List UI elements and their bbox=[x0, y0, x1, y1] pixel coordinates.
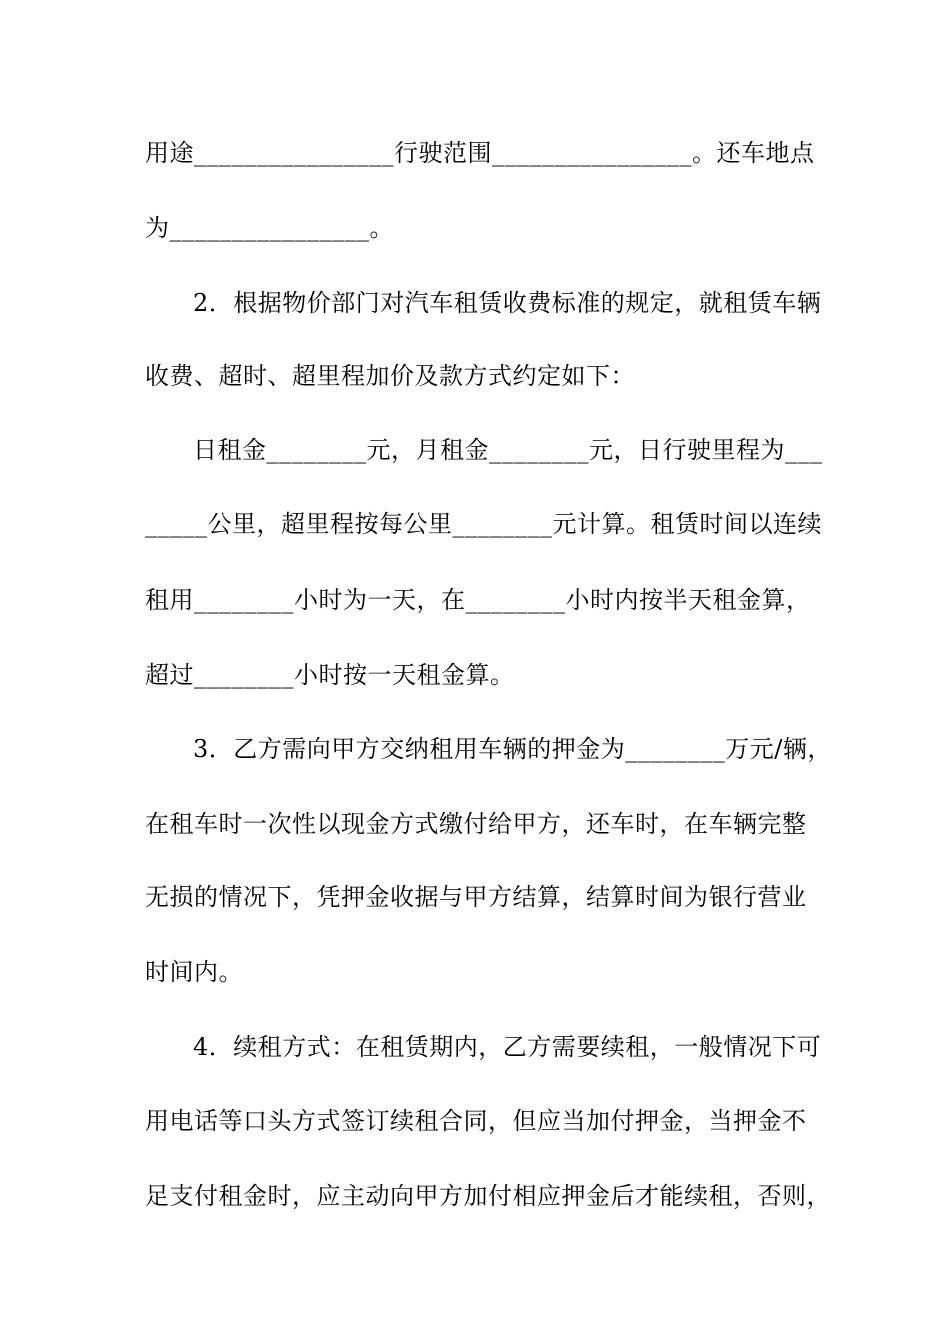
text-line: 租用________小时为一天，在________小时内按半天租金算， bbox=[145, 586, 811, 614]
text-line: 用电话等口头方式签订续租合同，但应当加付押金，当押金不 bbox=[145, 1107, 807, 1135]
text-line: 在租车时一次性以现金方式缴付给甲方，还车时，在车辆完整 bbox=[145, 810, 807, 838]
text-line: 无损的情况下，凭押金收据与甲方结算，结算时间为银行营业 bbox=[145, 883, 807, 911]
text-line: 超过________小时按一天租金算。 bbox=[145, 661, 515, 689]
text-line: 用途________________行驶范围________________。还车地点 bbox=[145, 139, 815, 167]
text-line: _____公里，超里程按每公里________元计算。租赁时间以连续 bbox=[145, 510, 822, 538]
clause-4-line: 4．续租方式：在租赁期内，乙方需要续租，一般情况下可 bbox=[193, 1033, 822, 1061]
text-line: 收费、超时、超里程加价及款方式约定如下： bbox=[145, 362, 635, 390]
text-line: 时间内。 bbox=[145, 958, 243, 986]
clause-2-line: 2．根据物价部门对汽车租赁收费标准的规定，就租赁车辆 bbox=[193, 289, 822, 317]
text-line: 日租金________元，月租金________元，日行驶里程为___ bbox=[193, 436, 823, 464]
text-line: 为________________。 bbox=[145, 214, 394, 242]
text-line: 足支付租金时，应主动向甲方加付相应押金后才能续租，否则， bbox=[145, 1182, 831, 1210]
clause-3-line: 3．乙方需向甲方交纳租用车辆的押金为________万元/辆， bbox=[193, 735, 832, 763]
